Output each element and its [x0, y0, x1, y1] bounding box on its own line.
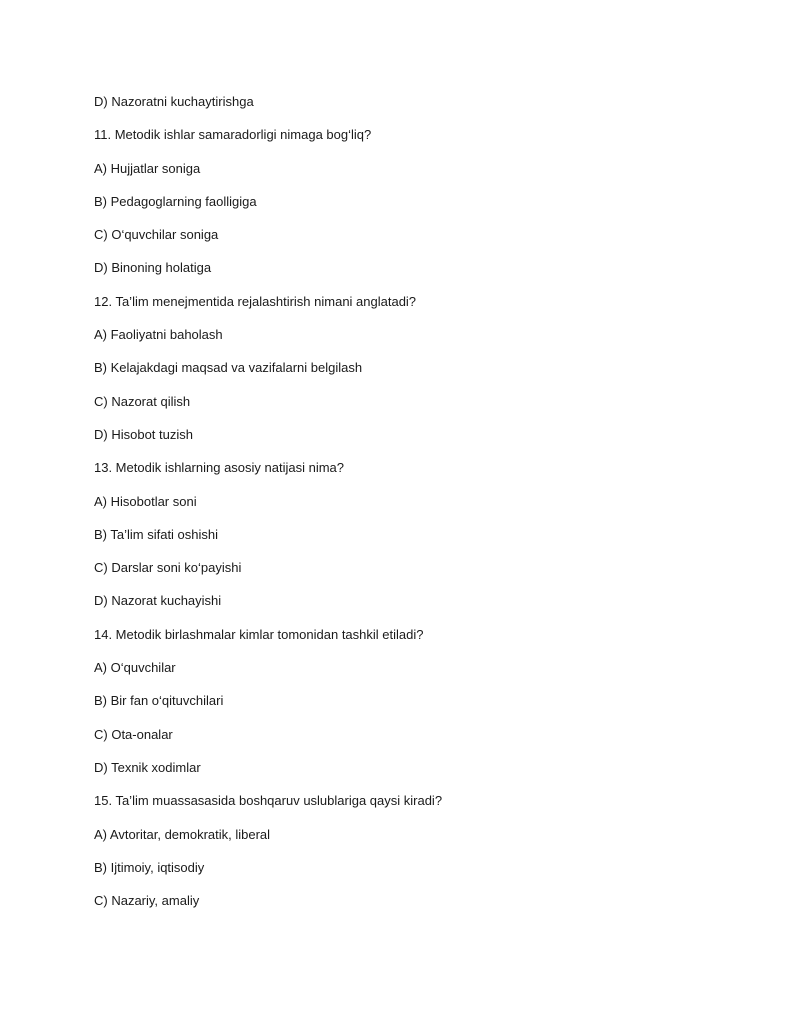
answer-option: B) Ta’lim sifati oshishi — [94, 526, 219, 542]
answer-option: C) Nazariy, amaliy — [94, 893, 200, 909]
answer-option: D) Texnik xodimlar — [94, 759, 201, 775]
answer-option: A) Faoliyatni baholash — [94, 327, 223, 343]
answer-option: C) Ota-onalar — [94, 726, 173, 742]
question-text: 14. Metodik birlashmalar kimlar tomonidan tashkil etiladi? — [94, 626, 424, 642]
answer-option: A) O‘quvchilar — [94, 660, 176, 676]
answer-option: D) Hisobot tuzish — [94, 426, 193, 442]
answer-option: C) O‘quvchilar soniga — [94, 227, 219, 243]
question-text: 13. Metodik ishlarning asosiy natijasi nima? — [94, 460, 345, 476]
document-body — [94, 92, 734, 924]
answer-option: C) Darslar soni ko‘payishi — [94, 560, 242, 576]
answer-option: D) Binoning holatiga — [94, 260, 212, 276]
answer-option: A) Avtoritar, demokratik, liberal — [94, 826, 271, 842]
answer-option: D) Nazorat kuchayishi — [94, 593, 222, 609]
question-text: 15. Ta’lim muassasasida boshqaruv uslublariga qaysi kiradi? — [94, 793, 443, 809]
answer-option: B) Pedagoglarning faolligiga — [94, 193, 257, 209]
answer-option: C) Nazorat qilish — [94, 393, 191, 409]
answer-option: A) Hujjatlar soniga — [94, 160, 201, 176]
answer-option: B) Kelajakdagi maqsad va vazifalarni belgilash — [94, 360, 363, 376]
question-text: 12. Ta’lim menejmentida rejalashtirish nimani anglatadi? — [94, 293, 417, 309]
answer-option: D) Nazoratni kuchaytirishga — [94, 94, 254, 109]
answer-option: B) Bir fan o‘qituvchilari — [94, 693, 224, 709]
question-text: 11. Metodik ishlar samaradorligi nimaga bog‘liq? — [94, 127, 372, 143]
answer-option: A) Hisobotlar soni — [94, 493, 197, 509]
answer-option: B) Ijtimoiy, iqtisodiy — [94, 859, 205, 875]
